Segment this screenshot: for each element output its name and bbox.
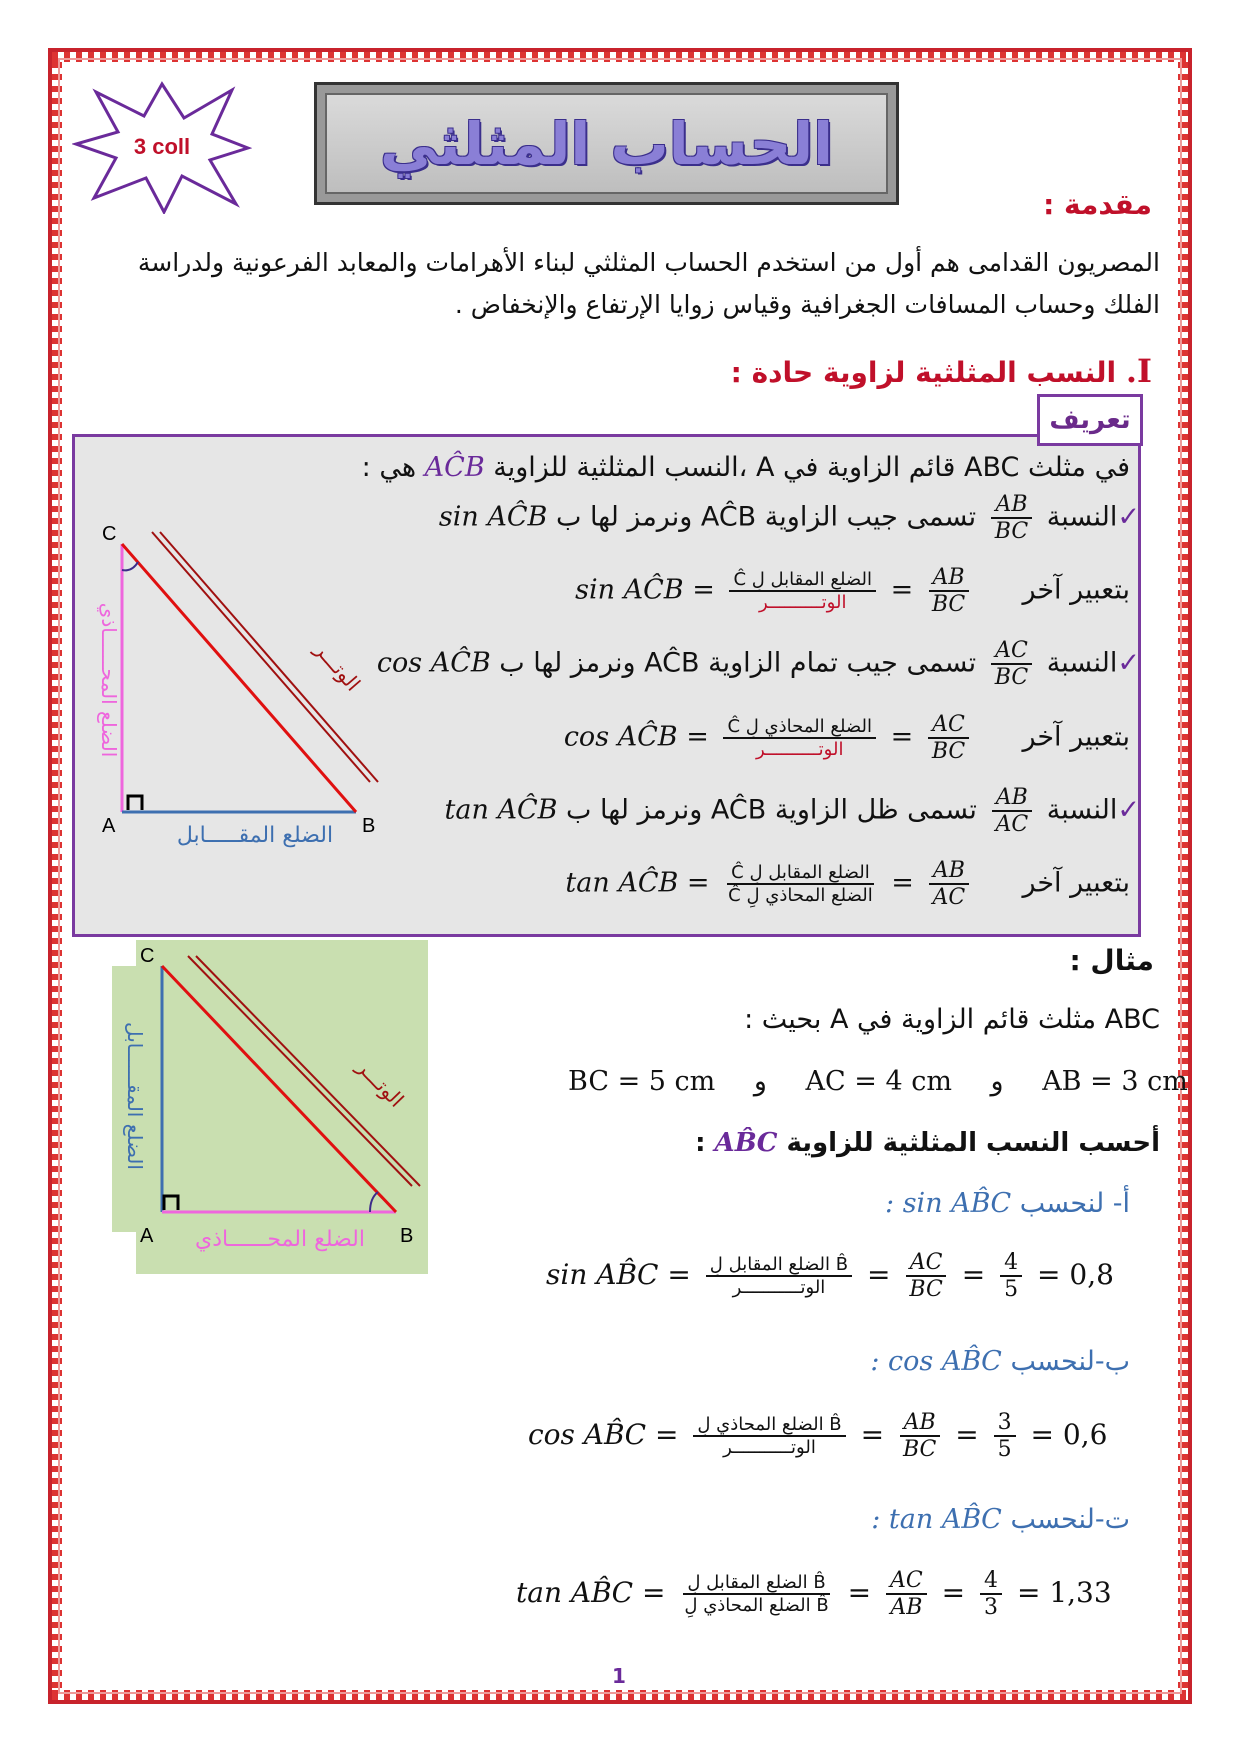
vertex-C: C	[102, 523, 117, 545]
frac-num: AC	[906, 1250, 947, 1277]
example-heading: مثال :	[1069, 944, 1154, 977]
frac-den: 5	[1004, 1277, 1019, 1302]
example-task	[695, 1128, 1160, 1158]
c-heading	[871, 1504, 1130, 1535]
frac-opp-B: الضلع المقابل لِ B̂	[683, 1572, 829, 1595]
frac-hyp: الوتــــــــــر	[756, 739, 844, 760]
given-AC: AC = 4 cm	[805, 1066, 952, 1097]
frac-num: AC	[928, 712, 969, 739]
frac-den: 5	[997, 1437, 1012, 1462]
page-number: 1	[612, 1664, 626, 1688]
a-symbol: sin AB̂C :	[885, 1188, 1012, 1219]
frac-adj-B: الضلع المحاذي لِ B̂	[684, 1595, 829, 1616]
cos-calc: cos AB̂C = $\frac{\text{الضلع المحاذي لِ B̂}}{\text{الوتـــــــــــر}}$ = $\frac{AB}{BC}$ = $\frac{3}{5}$ = 0,6	[528, 1410, 1108, 1462]
side-adjacent-label: الضلع المحــــــاذي	[97, 602, 121, 758]
frac-num: AB	[992, 785, 1032, 812]
def-intro	[362, 452, 1130, 483]
def-intro-text: في مثلث ABC قائم الزاوية في A ،النسب المثلثية للزاوية	[493, 452, 1130, 483]
hypotenuse-label: الوتـــر	[310, 637, 366, 696]
tan-symbol: tan AĈB	[444, 794, 558, 826]
sin-alt-row: بتعبير آخر $\frac{AB}{BC}$ = $\frac{\text{الضلع المقابل لِ Ĉ}}{\text{الوتــــــــــر}}$ = sin AĈB	[575, 565, 1130, 617]
badge-text: 3 coll	[133, 134, 191, 159]
frac-num: AC	[991, 638, 1032, 665]
frac-num: AC	[886, 1568, 927, 1595]
frac-den: BC	[909, 1277, 943, 1302]
frac-den: 3	[984, 1595, 999, 1620]
and-word: و	[753, 1066, 767, 1097]
cos-symbol: cos AĈB	[376, 647, 491, 679]
b-label: ب-لنحسب	[1010, 1346, 1130, 1377]
cos-result: 0,6	[1062, 1418, 1108, 1451]
cos-def-text: تسمى جيب تمام الزاوية AĈB ونرمز لها ب	[499, 647, 977, 679]
frac-hyp: الوتـــــــــــر	[732, 1277, 826, 1298]
example-givens	[568, 1066, 1188, 1097]
frac-adj-C: الضلع المحاذي لِ Ĉ	[723, 716, 876, 739]
c-label: ت-لنحسب	[1010, 1504, 1130, 1535]
sin-calc: sin AB̂C = $\frac{\text{الضلع المقابل لِ B̂}}{\text{الوتـــــــــــر}}$ = $\frac{AC}{BC}$ = $\frac{4}{5}$ = 0,8	[546, 1250, 1114, 1302]
frac-den: BC	[994, 519, 1029, 544]
alt-word: بتعبير آخر	[1022, 574, 1130, 606]
triangle-diagram-2	[108, 940, 438, 1280]
a-heading	[885, 1188, 1130, 1219]
sin-symbol: sin AĈB	[438, 501, 548, 533]
side-opposite-label: الضلع المقــــــابل	[123, 1022, 147, 1170]
frac-num: AB	[991, 492, 1031, 519]
frac-den: BC	[902, 1437, 937, 1462]
vertex-B: B	[400, 1225, 414, 1247]
frac-den: AC	[932, 885, 966, 910]
task-angle: AB̂C	[714, 1128, 778, 1158]
c-symbol: tan AB̂C :	[871, 1504, 1002, 1535]
side-opposite-label: الضلع المقـــــابل	[176, 823, 334, 848]
sin-def-row: ✓النسبة $\frac{AB}{BC}$ تسمى جيب الزاوية AĈB ونرمز لها ب sin AĈB	[438, 492, 1140, 544]
intro-line2: الفلك وحساب المسافات الجغرافية وقياس زوايا الإرتفاع والإنخفاض .	[454, 290, 1160, 319]
b-symbol: cos AB̂C :	[870, 1346, 1002, 1377]
star-badge	[72, 80, 252, 214]
cos-def-row: ✓النسبة $\frac{AC}{BC}$ تسمى جيب تمام الزاوية AĈB ونرمز لها ب cos AĈB	[376, 638, 1140, 690]
frac-num: 4	[1000, 1250, 1022, 1277]
ratio-word: النسبة	[1046, 794, 1118, 826]
frac-hyp: الوتـــــــــــر	[723, 1437, 816, 1458]
alt-word: بتعبير آخر	[1022, 721, 1130, 753]
frac-num: 4	[980, 1568, 1002, 1595]
tan-alt-row: بتعبير آخر $\frac{AB}{AC}$ = $\frac{\text{الضلع المقابل لِ Ĉ}}{\text{الضلع المحاذي لِ Ĉ}}$ = tan AĈB	[565, 858, 1130, 910]
sin-symbol: sin AĈB	[575, 574, 684, 606]
tan-symbol: tan AĈB	[565, 867, 679, 899]
frac-num: AB	[929, 565, 969, 592]
def-angle: AĈB	[424, 452, 485, 483]
page-title: الحساب المثلثي	[380, 109, 833, 178]
section1-heading	[731, 352, 1152, 390]
a-label: أ- لنحسب	[1019, 1188, 1130, 1219]
intro-heading: مقدمة :	[1043, 188, 1152, 221]
frac-opp-C: الضلع المقابل لِ Ĉ	[727, 862, 874, 885]
intro-line1: المصريون القدامى هم أول من استخدم الحساب المثلثي لبناء الأهرامات والمعابد الفرعونية ولدراسة	[137, 248, 1160, 277]
frac-opp-B: الضلع المقابل لِ B̂	[706, 1254, 852, 1277]
tan-def-row: ✓النسبة $\frac{AB}{AC}$ تسمى ظل الزاوية AĈB ونرمز لها ب tan AĈB	[444, 785, 1140, 837]
task-end: :	[695, 1128, 706, 1158]
cos-symbol: cos AĈB	[563, 721, 678, 753]
frac-hyp: الوتــــــــــر	[759, 592, 847, 613]
vertex-C: C	[140, 945, 155, 967]
task-text: أحسب النسب المثلثية للزاوية	[786, 1128, 1160, 1158]
frac-adj-B: الضلع المحاذي لِ B̂	[693, 1414, 845, 1437]
frac-den: BC	[994, 665, 1029, 690]
frac-den: AC	[995, 812, 1029, 837]
sin-def-text: تسمى جيب الزاوية AĈB ونرمز لها ب	[555, 501, 977, 533]
tan-def-text: تسمى ظل الزاوية AĈB ونرمز لها ب	[566, 794, 977, 826]
tan-lhs: tan AB̂C	[516, 1576, 634, 1609]
tan-result: 1,33	[1049, 1576, 1112, 1609]
cos-alt-row: بتعبير آخر $\frac{AC}{BC}$ = $\frac{\text{الضلع المحاذي لِ Ĉ}}{\text{الوتــــــــــر}}$ = cos AĈB	[563, 712, 1130, 764]
alt-word: بتعبير آخر	[1022, 867, 1130, 899]
ratio-word: النسبة	[1046, 501, 1118, 533]
side-adjacent-label: الضلع المحــــــاذي	[194, 1227, 366, 1252]
b-heading	[870, 1346, 1130, 1377]
and-word: و	[990, 1066, 1004, 1097]
hypotenuse-label: الوتـــر	[352, 1054, 409, 1112]
title-box	[314, 82, 899, 205]
frac-num: AB	[929, 858, 969, 885]
frac-adj-C: الضلع المحاذي لِ Ĉ	[728, 885, 873, 906]
given-BC: BC = 5 cm	[568, 1066, 716, 1097]
triangle-diagram-1	[80, 520, 410, 850]
given-AB: AB = 3 cm	[1042, 1066, 1188, 1097]
ratio-word: النسبة	[1046, 647, 1118, 679]
def-intro-end: هي :	[361, 452, 417, 483]
frac-opp-C: الضلع المقابل لِ Ĉ	[729, 569, 876, 592]
frac-den: BC	[931, 739, 966, 764]
frac-den: AB	[890, 1595, 923, 1620]
vertex-A: A	[102, 815, 116, 837]
cos-lhs: cos AB̂C	[528, 1418, 647, 1451]
frac-num: 3	[994, 1410, 1016, 1437]
tan-calc: tan AB̂C = $\frac{\text{الضلع المقابل لِ B̂}}{\text{الضلع المحاذي لِ B̂}}$ = $\frac{AC}{AB}$ = $\frac{4}{3}$ = 1,33	[516, 1568, 1112, 1620]
sin-result: 0,8	[1069, 1258, 1114, 1291]
example-line1: ABC مثلث قائم الزاوية في A بحيث :	[744, 1004, 1160, 1035]
vertex-B: B	[362, 815, 376, 837]
sin-lhs: sin AB̂C	[546, 1258, 659, 1291]
section1-number: I.	[1125, 352, 1152, 390]
section1-title: النسب المثلثية لزاوية حادة :	[730, 356, 1117, 389]
frac-den: BC	[931, 592, 966, 617]
definition-tag: تعريف	[1037, 394, 1143, 446]
frac-num: AB	[900, 1410, 940, 1437]
vertex-A: A	[140, 1225, 154, 1247]
